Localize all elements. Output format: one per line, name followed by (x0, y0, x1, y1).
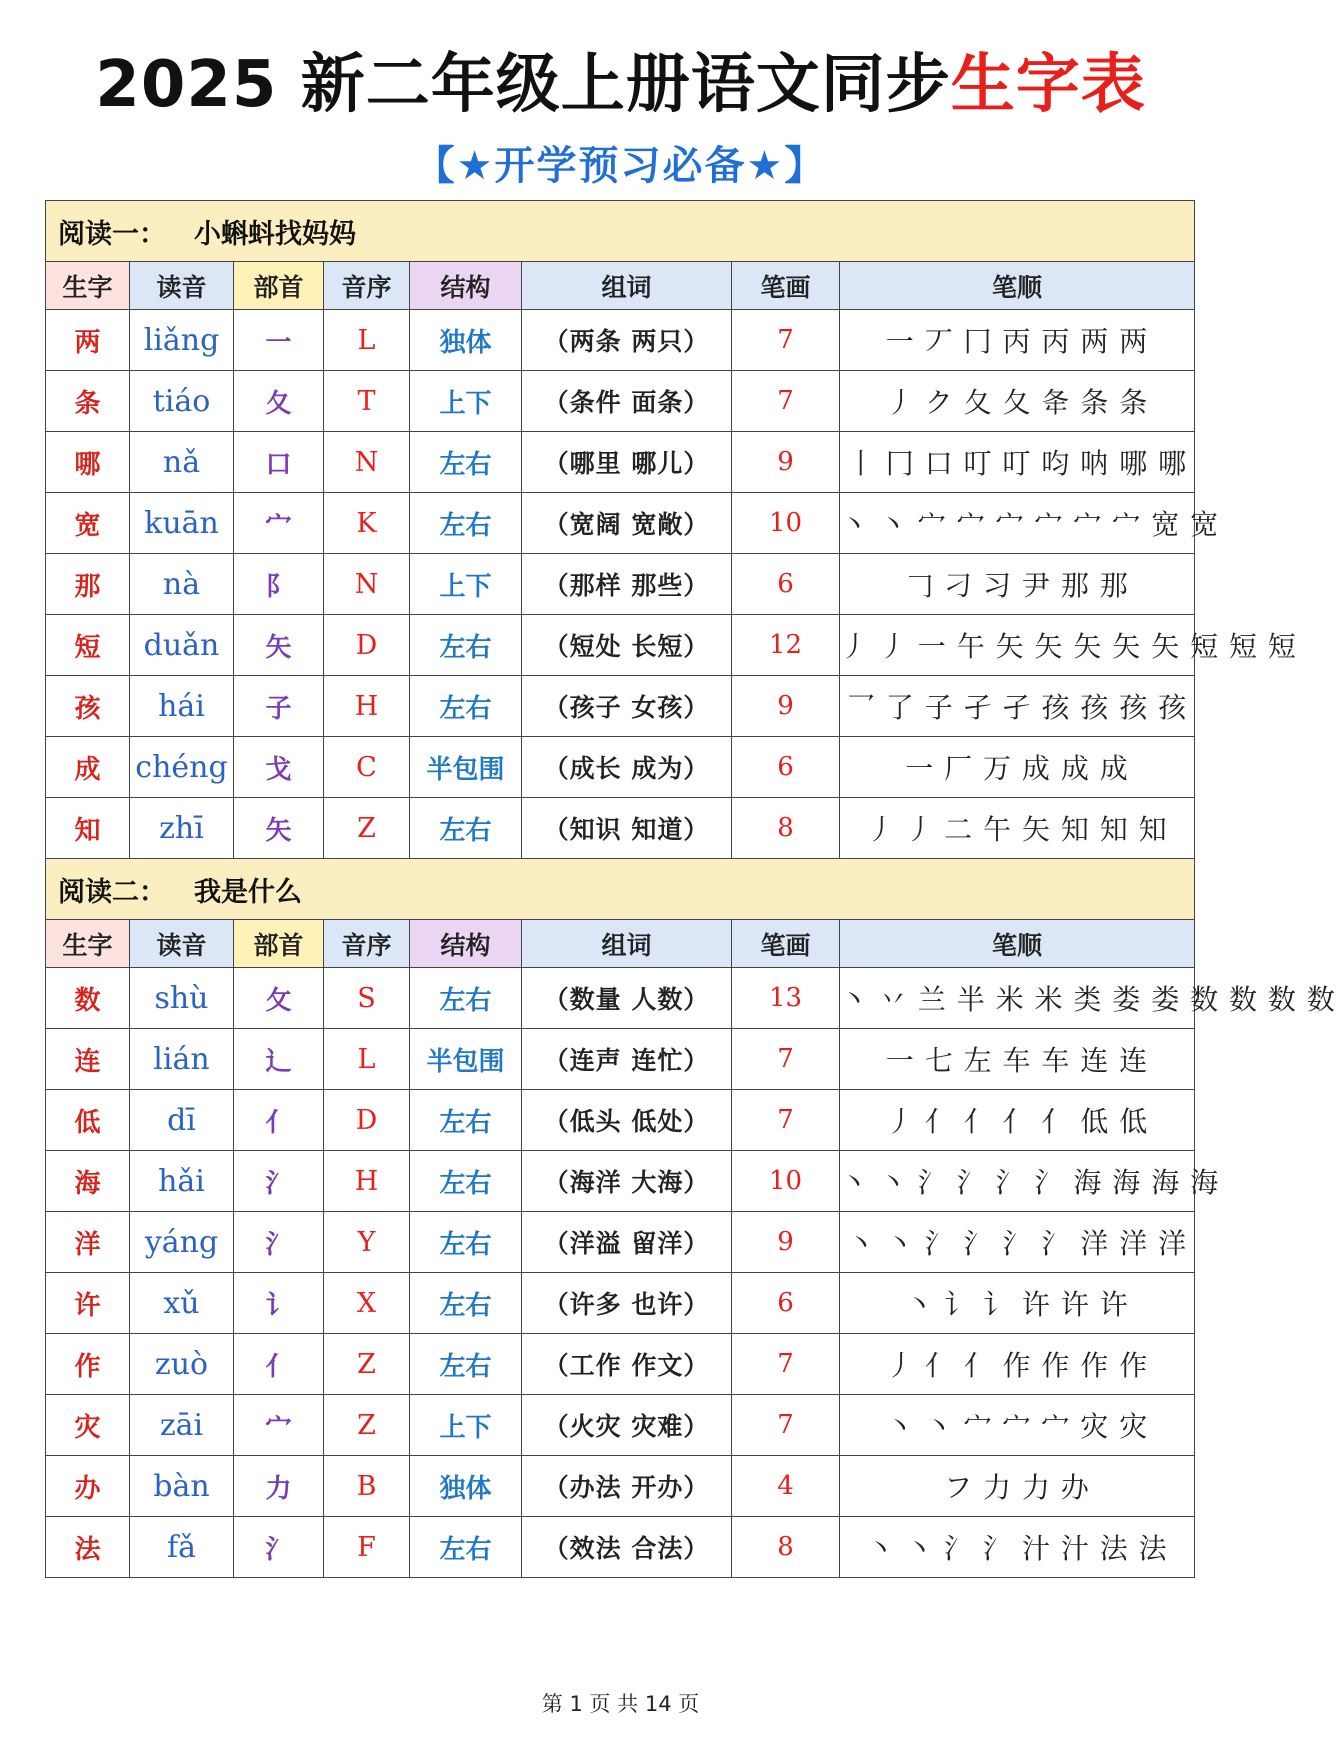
cell-structure: 左右 (410, 676, 522, 737)
column-header-order: 笔顺 (840, 920, 1195, 968)
cell-pinyin: zāi (130, 1395, 234, 1456)
table-row (46, 968, 1195, 1029)
table-body (46, 201, 1336, 1578)
table-row (46, 1334, 1195, 1395)
cell-index: N (324, 432, 410, 493)
cell-index: L (324, 310, 410, 371)
cell-char: 孩 (46, 676, 130, 737)
cell-order: 丿 丿 一 午 矢 矢 矢 矢 矢 短 短 短 (840, 615, 1195, 676)
cell-index: H (324, 676, 410, 737)
table-row (46, 1151, 1195, 1212)
cell-strokes: 6 (732, 554, 840, 615)
table-row (46, 1029, 1195, 1090)
cell-pinyin: lián (130, 1029, 234, 1090)
cell-words: （知识 知道） (522, 798, 732, 859)
cell-char: 短 (46, 615, 130, 676)
cell-radical: 戈 (234, 737, 324, 798)
cell-strokes: 9 (732, 676, 840, 737)
cell-order: 丶 丶 氵 氵 氵 氵 洋 洋 洋 (840, 1212, 1195, 1273)
cell-words: （许多 也许） (522, 1273, 732, 1334)
cell-order: 丿 ク 夂 夂 夅 条 条 (840, 371, 1195, 432)
cell-index: N (324, 554, 410, 615)
column-header-structure: 结构 (410, 920, 522, 968)
section-title: 小蝌蚪找妈妈 (194, 218, 356, 250)
cell-strokes: 7 (732, 1090, 840, 1151)
cell-words: （连声 连忙） (522, 1029, 732, 1090)
cell-index: D (324, 1090, 410, 1151)
cell-words: （条件 面条） (522, 371, 732, 432)
cell-structure: 左右 (410, 1334, 522, 1395)
cell-structure: 左右 (410, 1273, 522, 1334)
cell-order: 一 丆 冂 丙 丙 两 两 (840, 310, 1195, 371)
column-header-words: 组词 (522, 262, 732, 310)
cell-pinyin: hái (130, 676, 234, 737)
cell-structure: 上下 (410, 1395, 522, 1456)
cell-words: （短处 长短） (522, 615, 732, 676)
cell-strokes: 8 (732, 798, 840, 859)
cell-order: 丶 丷 兰 半 米 米 类 娄 娄 数 数 数 数 (840, 968, 1195, 1029)
cell-words: （效法 合法） (522, 1517, 732, 1578)
section-label: 阅读二： (58, 876, 166, 908)
cell-order: 丶 丶 氵 氵 氵 氵 海 海 海 海 (840, 1151, 1195, 1212)
cell-index: F (324, 1517, 410, 1578)
cell-char: 那 (46, 554, 130, 615)
cell-words: （那样 那些） (522, 554, 732, 615)
cell-char: 连 (46, 1029, 130, 1090)
cell-radical: 辶 (234, 1029, 324, 1090)
cell-pinyin: zhī (130, 798, 234, 859)
cell-order: 丿 亻 亻 作 作 作 作 (840, 1334, 1195, 1395)
column-header-index: 音序 (324, 920, 410, 968)
cell-char: 洋 (46, 1212, 130, 1273)
cell-order: 丶 丶 氵 氵 汁 汁 法 法 (840, 1517, 1195, 1578)
cell-strokes: 7 (732, 1395, 840, 1456)
cell-radical: 矢 (234, 798, 324, 859)
cell-words: （哪里 哪儿） (522, 432, 732, 493)
cell-index: L (324, 1029, 410, 1090)
cell-structure: 半包围 (410, 1029, 522, 1090)
cell-order: フ 力 力 办 (840, 1456, 1195, 1517)
cell-radical: 宀 (234, 493, 324, 554)
cell-order: 𠃌 刁 习 尹 那 那 (840, 554, 1195, 615)
cell-radical: 攵 (234, 968, 324, 1029)
table-row (46, 1090, 1195, 1151)
column-header-radical: 部首 (234, 262, 324, 310)
cell-words: （火灾 灾难） (522, 1395, 732, 1456)
cell-structure: 左右 (410, 1212, 522, 1273)
cell-order: 乛 了 子 孑 孑 孩 孩 孩 孩 (840, 676, 1195, 737)
cell-char: 海 (46, 1151, 130, 1212)
cell-structure: 上下 (410, 554, 522, 615)
section-title: 我是什么 (194, 876, 302, 908)
table-row (46, 676, 1195, 737)
cell-radical: 子 (234, 676, 324, 737)
cell-char: 法 (46, 1517, 130, 1578)
cell-structure: 左右 (410, 615, 522, 676)
cell-structure: 左右 (410, 968, 522, 1029)
cell-pinyin: shù (130, 968, 234, 1029)
cell-pinyin: fǎ (130, 1517, 234, 1578)
section-heading (46, 859, 1195, 920)
cell-strokes: 13 (732, 968, 840, 1029)
cell-structure: 左右 (410, 432, 522, 493)
page-title-highlight: 生字表 (950, 48, 1146, 122)
cell-strokes: 8 (732, 1517, 840, 1578)
cell-index: Z (324, 1395, 410, 1456)
table-row (46, 615, 1195, 676)
cell-radical: 矢 (234, 615, 324, 676)
cell-char: 低 (46, 1090, 130, 1151)
cell-index: K (324, 493, 410, 554)
cell-words: （孩子 女孩） (522, 676, 732, 737)
cell-strokes: 6 (732, 1273, 840, 1334)
table-row (46, 1273, 1195, 1334)
cell-strokes: 7 (732, 371, 840, 432)
cell-pinyin: hǎi (130, 1151, 234, 1212)
table-row (46, 1456, 1195, 1517)
section-header (46, 201, 1195, 262)
cell-index: C (324, 737, 410, 798)
cell-radical: 氵 (234, 1212, 324, 1273)
table-row (46, 432, 1195, 493)
cell-words: （两条 两只） (522, 310, 732, 371)
cell-index: Y (324, 1212, 410, 1273)
cell-index: B (324, 1456, 410, 1517)
cell-strokes: 7 (732, 1029, 840, 1090)
table-row (46, 737, 1195, 798)
column-header-strokes: 笔画 (732, 262, 840, 310)
cell-strokes: 9 (732, 1212, 840, 1273)
cell-order: 一 七 左 车 车 连 连 (840, 1029, 1195, 1090)
cell-radical: 一 (234, 310, 324, 371)
cell-structure: 左右 (410, 493, 522, 554)
column-header-row (46, 920, 1195, 968)
column-header-pinyin: 读音 (130, 920, 234, 968)
cell-strokes: 7 (732, 310, 840, 371)
page-subtitle: 【★开学预习必备★】 (414, 143, 827, 189)
cell-order: 丶 丶 宀 宀 宀 灾 灾 (840, 1395, 1195, 1456)
cell-order: 丿 亻 亻 亻 亻 低 低 (840, 1090, 1195, 1151)
cell-words: （低头 低处） (522, 1090, 732, 1151)
section-heading (46, 201, 1195, 262)
cell-structure: 独体 (410, 1456, 522, 1517)
table-row (46, 371, 1195, 432)
cell-char: 哪 (46, 432, 130, 493)
section-header (46, 859, 1195, 920)
cell-index: Z (324, 1334, 410, 1395)
column-header-char: 生字 (46, 920, 130, 968)
table-row (46, 310, 1195, 371)
cell-pinyin: yáng (130, 1212, 234, 1273)
page-title (0, 40, 1241, 130)
cell-char: 成 (46, 737, 130, 798)
cell-radical: 阝 (234, 554, 324, 615)
cell-structure: 左右 (410, 1517, 522, 1578)
cell-radical: 夂 (234, 371, 324, 432)
cell-order: 丿 丿 二 午 矢 知 知 知 (840, 798, 1195, 859)
column-header-index: 音序 (324, 262, 410, 310)
cell-radical: 讠 (234, 1273, 324, 1334)
cell-index: D (324, 615, 410, 676)
cell-structure: 独体 (410, 310, 522, 371)
cell-char: 条 (46, 371, 130, 432)
character-table (45, 200, 1336, 1578)
cell-index: T (324, 371, 410, 432)
cell-words: （洋溢 留洋） (522, 1212, 732, 1273)
cell-order: 丶 讠 讠 许 许 许 (840, 1273, 1195, 1334)
cell-strokes: 6 (732, 737, 840, 798)
cell-radical: 亻 (234, 1334, 324, 1395)
cell-char: 办 (46, 1456, 130, 1517)
cell-pinyin: liǎng (130, 310, 234, 371)
cell-structure: 上下 (410, 371, 522, 432)
table-row (46, 1395, 1195, 1456)
cell-strokes: 4 (732, 1456, 840, 1517)
cell-char: 知 (46, 798, 130, 859)
cell-pinyin: nà (130, 554, 234, 615)
cell-radical: 宀 (234, 1395, 324, 1456)
cell-strokes: 9 (732, 432, 840, 493)
cell-radical: 氵 (234, 1517, 324, 1578)
cell-words: （宽阔 宽敞） (522, 493, 732, 554)
table-row (46, 1212, 1195, 1273)
column-header-pinyin: 读音 (130, 262, 234, 310)
cell-strokes: 7 (732, 1334, 840, 1395)
column-header-row (46, 262, 1195, 310)
cell-words: （办法 开办） (522, 1456, 732, 1517)
cell-order: 丶 丶 宀 宀 宀 宀 宀 宀 宽 宽 (840, 493, 1195, 554)
cell-pinyin: zuò (130, 1334, 234, 1395)
cell-char: 作 (46, 1334, 130, 1395)
table-row (46, 554, 1195, 615)
cell-pinyin: tiáo (130, 371, 234, 432)
cell-order: 丨 冂 口 叮 叮 呁 呐 哪 哪 (840, 432, 1195, 493)
column-header-radical: 部首 (234, 920, 324, 968)
cell-char: 两 (46, 310, 130, 371)
cell-radical: 口 (234, 432, 324, 493)
cell-char: 宽 (46, 493, 130, 554)
cell-strokes: 10 (732, 493, 840, 554)
page-footer: 第 1 页 共 14 页 (541, 1692, 700, 1716)
cell-index: Z (324, 798, 410, 859)
cell-pinyin: dī (130, 1090, 234, 1151)
page-title-main: 2025 新二年级上册语文同步 (95, 48, 951, 122)
table-row (46, 493, 1195, 554)
section-label: 阅读一： (58, 218, 166, 250)
cell-radical: 亻 (234, 1090, 324, 1151)
column-header-strokes: 笔画 (732, 920, 840, 968)
cell-char: 灾 (46, 1395, 130, 1456)
cell-structure: 左右 (410, 1151, 522, 1212)
cell-pinyin: chéng (130, 737, 234, 798)
cell-strokes: 12 (732, 615, 840, 676)
column-header-structure: 结构 (410, 262, 522, 310)
table-row (46, 1517, 1195, 1578)
cell-char: 数 (46, 968, 130, 1029)
cell-pinyin: xǔ (130, 1273, 234, 1334)
cell-words: （成长 成为） (522, 737, 732, 798)
cell-radical: 氵 (234, 1151, 324, 1212)
cell-structure: 左右 (410, 1090, 522, 1151)
column-header-words: 组词 (522, 920, 732, 968)
cell-words: （海洋 大海） (522, 1151, 732, 1212)
cell-pinyin: nǎ (130, 432, 234, 493)
cell-index: S (324, 968, 410, 1029)
cell-index: H (324, 1151, 410, 1212)
cell-pinyin: duǎn (130, 615, 234, 676)
cell-words: （数量 人数） (522, 968, 732, 1029)
cell-char: 许 (46, 1273, 130, 1334)
column-header-order: 笔顺 (840, 262, 1195, 310)
cell-order: 一 厂 万 成 成 成 (840, 737, 1195, 798)
cell-strokes: 10 (732, 1151, 840, 1212)
cell-structure: 左右 (410, 798, 522, 859)
cell-pinyin: kuān (130, 493, 234, 554)
cell-words: （工作 作文） (522, 1334, 732, 1395)
cell-structure: 半包围 (410, 737, 522, 798)
cell-index: X (324, 1273, 410, 1334)
cell-pinyin: bàn (130, 1456, 234, 1517)
column-header-char: 生字 (46, 262, 130, 310)
table-row (46, 798, 1195, 859)
cell-radical: 力 (234, 1456, 324, 1517)
